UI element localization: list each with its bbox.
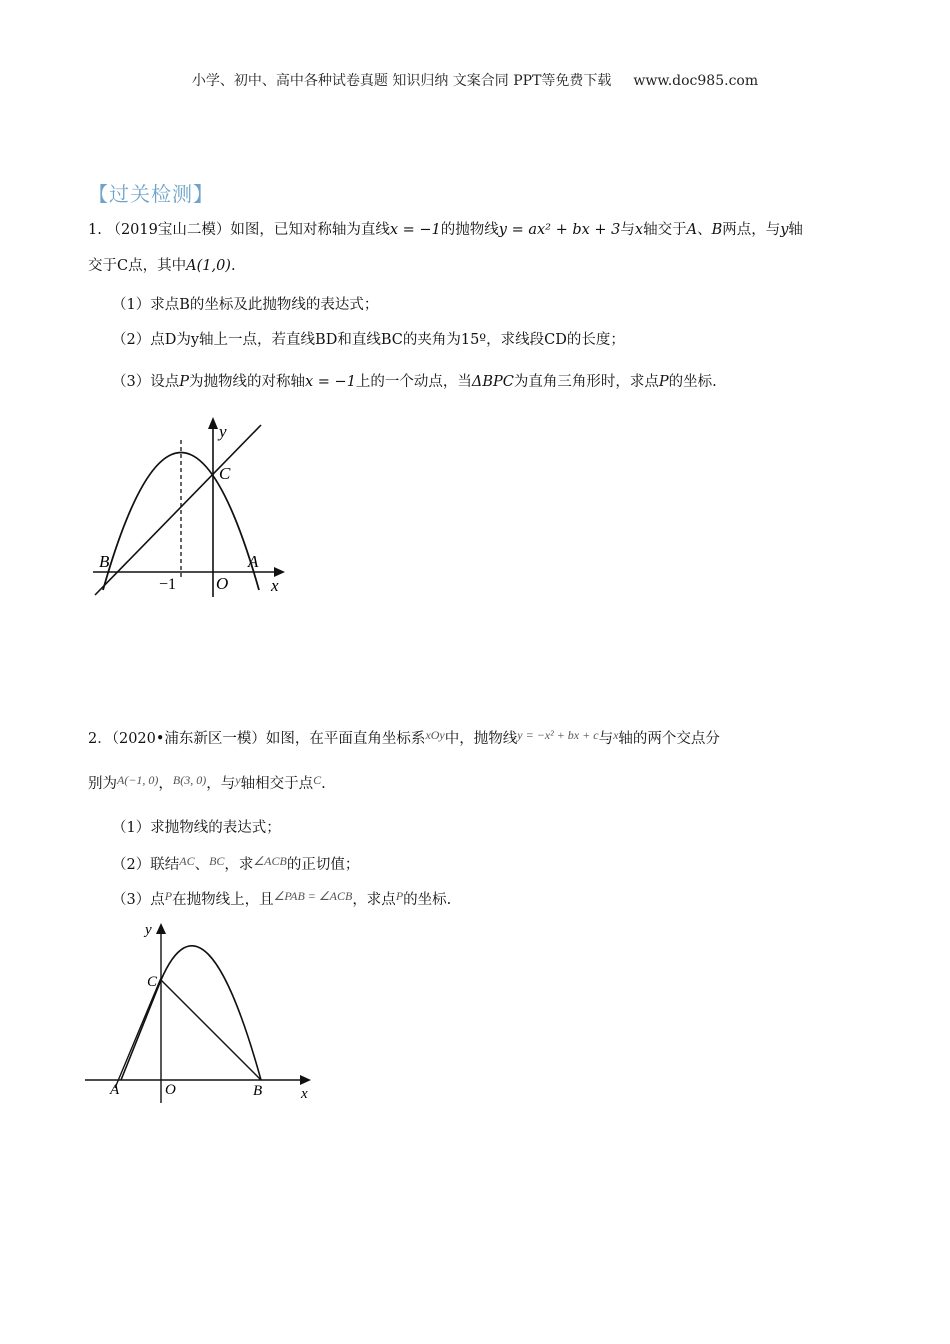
q1-math-point-a: A(1,0) xyxy=(186,258,231,274)
q2-text: 的正切值； xyxy=(286,857,360,873)
q2-text: 轴相交于点 xyxy=(240,776,314,792)
q1-math-axis: x = −1 xyxy=(389,222,441,238)
q1-math-b: B xyxy=(711,222,723,238)
q2-text: 别为 xyxy=(88,776,117,792)
label-a: A xyxy=(110,1082,120,1098)
q2-subquestion-3 xyxy=(112,886,451,910)
q2-text: ， xyxy=(158,776,173,792)
q1-text: 轴交于 xyxy=(643,222,687,238)
q2-text: 在抛物线上，且 xyxy=(172,892,274,908)
y-axis-arrow xyxy=(208,417,218,429)
q2-text: 中，抛物线 xyxy=(444,731,518,747)
q2-text: 轴的两个交点分 xyxy=(618,731,720,747)
q2-math-c: C xyxy=(313,773,322,787)
q2-math-point-b: B(3, 0) xyxy=(172,773,207,787)
q1-math-parabola: y = ax² + bx + 3 xyxy=(498,222,621,238)
q1-text: 轴 xyxy=(788,222,803,238)
q1-math-a: A xyxy=(686,222,698,238)
q1-math-axis: x = −1 xyxy=(305,374,356,390)
q1-math-x: x xyxy=(634,222,644,238)
label-x: x xyxy=(271,576,279,595)
q1-text: 为直角三角形时，求点 xyxy=(513,374,659,390)
q1-math-p: P xyxy=(658,374,669,390)
q1-subquestion-3 xyxy=(112,372,717,392)
q2-math-angle: ∠ACB xyxy=(253,854,287,868)
q2-text: 2．（2020•浦东新区一模）如图，在平面直角坐标系 xyxy=(88,731,426,747)
q2-text: 的坐标. xyxy=(403,892,452,908)
q1-subquestion-2: （2）点D为y轴上一点，若直线BD和直线BC的夹角为15º，求线段CD的长度； xyxy=(112,332,625,348)
q1-math-triangle: ΔBPC xyxy=(471,374,514,390)
q2-text: 与 xyxy=(598,731,614,747)
q1-subquestion-1: （1）求点B的坐标及此抛物线的表达式； xyxy=(112,297,379,313)
label-c: C xyxy=(147,974,158,990)
label-y: y xyxy=(145,922,152,938)
q2-text: 、 xyxy=(194,857,210,873)
q2-text: （2）联结 xyxy=(112,857,180,873)
q2-math-ac: AC xyxy=(179,854,195,868)
label-o: O xyxy=(216,574,229,593)
q2-text: ，与 xyxy=(206,776,236,792)
label-x: x xyxy=(301,1086,308,1102)
q2-math-p: P xyxy=(395,889,404,903)
q2-subquestion-2 xyxy=(112,851,359,875)
q1-text: 交于C点，其中 xyxy=(88,258,187,274)
q1-text: 两点，与 xyxy=(722,222,781,238)
q2-line1 xyxy=(88,725,720,749)
q1-text: 上的一个动点，当 xyxy=(355,374,472,390)
line-bc xyxy=(95,425,261,595)
q2-math-x: x xyxy=(613,728,619,742)
q2-text: （3）点 xyxy=(112,892,165,908)
q2-math-p: P xyxy=(164,889,173,903)
q1-text: 为抛物线的对称轴 xyxy=(189,374,305,390)
q1-text: 的坐标. xyxy=(668,374,717,390)
q2-text: ，求点 xyxy=(352,892,396,908)
label-o: O xyxy=(165,1082,176,1098)
q2-figure xyxy=(85,918,320,1103)
q2-line2 xyxy=(88,770,326,794)
header-site: www.doc985.com xyxy=(633,73,759,89)
header-text: 小学、初中、高中各种试卷真题 知识归纳 文案合同 PPT等免费下载 xyxy=(191,73,612,89)
page-header xyxy=(0,70,950,90)
q1-text: 的抛物线 xyxy=(440,222,499,238)
label-y: y xyxy=(219,422,227,441)
label-c: C xyxy=(219,464,231,483)
q1-text: 与 xyxy=(620,222,635,238)
q1-text: （3）设点 xyxy=(112,374,180,390)
q1-text: 1. （2019宝山二模）如图，已知对称轴为直线 xyxy=(88,222,390,238)
q1-line2 xyxy=(88,256,236,276)
q2-text: . xyxy=(321,776,326,792)
q2-math-xoy: xOy xyxy=(425,728,445,742)
q2-math-angle-eq: ∠PAB = ∠ACB xyxy=(273,889,353,903)
label-neg1: −1 xyxy=(159,576,177,593)
q2-math-parabola: y = −x² + bx + c xyxy=(517,728,599,742)
label-b: B xyxy=(253,1083,263,1099)
q1-line1 xyxy=(88,220,803,240)
q2-math-y: y xyxy=(235,773,241,787)
q1-text: 、 xyxy=(697,222,712,238)
section-title: 【过关检测】 xyxy=(88,182,214,206)
label-a: A xyxy=(248,552,259,571)
q2-math-point-a: A(−1, 0) xyxy=(117,773,159,787)
q2-math-bc: BC xyxy=(209,854,225,868)
q1-text: . xyxy=(230,258,236,274)
label-b: B xyxy=(99,552,110,571)
x-axis-arrow xyxy=(300,1075,311,1085)
q1-figure xyxy=(85,415,300,600)
y-axis-arrow xyxy=(156,923,166,934)
segment-ac xyxy=(115,978,161,1088)
q2-subquestion-1: （1）求抛物线的表达式； xyxy=(112,820,281,836)
q2-text: ，求 xyxy=(224,857,254,873)
q1-math-p: P xyxy=(179,374,189,390)
q1-math-y: y xyxy=(780,222,789,238)
